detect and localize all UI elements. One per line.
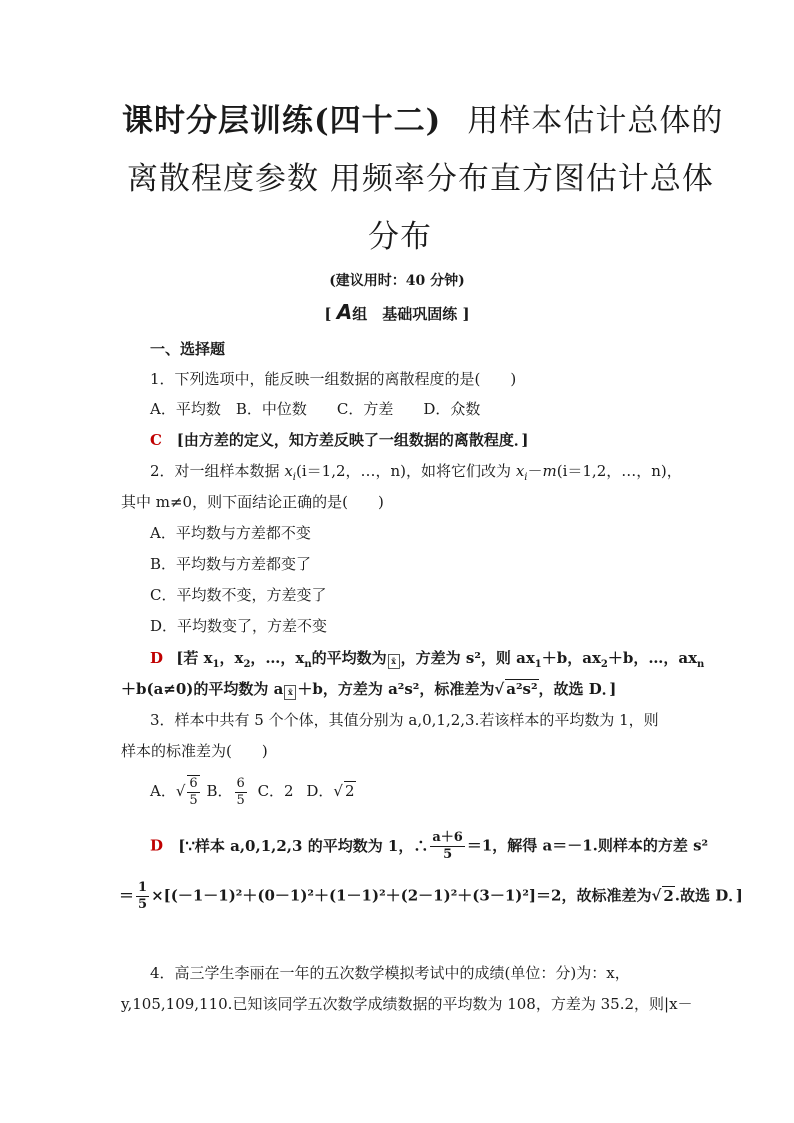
title-prefix: 课时分层训练(四十二) xyxy=(122,103,442,139)
q3-ans1-a: [∵样本 a,0,1,2,3 的平均数为 1，∴ xyxy=(178,836,429,855)
q3-answer-line1 xyxy=(150,830,708,863)
q2-ans2-a: ＋b(a≠0)的平均数为 a xyxy=(121,680,284,698)
q2-answer-line1: D [若 $x_1$，$x_2$，…，$x_n$的平均数为 x̄ ，方差为 s²，则 $ax_1+b$，$ax_2+b$，…，$ax_n$ xyxy=(150,649,705,670)
q2-stem-part-a: 2．对一组样本数据 xyxy=(150,462,280,480)
q3-ans2-fraction xyxy=(136,880,149,913)
group-bracket-open: [ xyxy=(324,305,332,323)
q3-ans2-den: 5 xyxy=(138,897,148,912)
q2-ans1-b: 的平均数为 xyxy=(311,649,387,667)
group-bracket-close: ] xyxy=(462,305,470,323)
suggested-time: (建议用时：40 分钟) xyxy=(329,273,465,289)
q2-stem-part-c: (i＝1,2，…，n)， xyxy=(556,462,682,480)
group-header xyxy=(0,300,794,324)
q3-ans2-sqrt: 2 xyxy=(663,886,674,905)
q3-stem-line2: 样本的标准差为( ) xyxy=(121,742,268,760)
q3-option-b-den: 5 xyxy=(236,792,245,808)
q2-ans1-e: ＋b，…，ax xyxy=(607,649,698,667)
q2-ans2-c: ，故选 D．] xyxy=(538,680,617,698)
q2-answer-letter: D xyxy=(150,649,164,667)
q2-option-b: B．平均数与方差都变了 xyxy=(150,555,312,573)
q3-option-b-fraction xyxy=(235,776,247,809)
q3-ans1-num: a＋6 xyxy=(432,830,463,845)
q3-stem-line1: 3．样本中共有 5 个个体，其值分别为 a,0,1,2,3.若该样本的平均数为 1，则 xyxy=(150,711,659,729)
q3-ans2-c: .故选 D．] xyxy=(674,886,743,905)
q3-ans2-a: ＝ xyxy=(119,886,135,905)
section-heading: 一、选择题 xyxy=(150,340,226,358)
q3-options: A．√ $\frac{6}{5}$ B． $\frac{6}{5}$ C．2 D．√ 2 xyxy=(150,775,355,808)
q3-ans2-num: 1 xyxy=(138,880,148,895)
q4-stem-line2: y,105,109,110.已知该同学五次数学成绩数据的平均数为 108，方差为 35.2，则|x－ xyxy=(121,995,693,1013)
q1-answer xyxy=(150,429,528,450)
mean-x-icon: x̄ xyxy=(388,654,400,669)
title-rest: 用样本估计总体的 xyxy=(467,103,724,139)
q3-answer-letter: D xyxy=(150,836,164,855)
q2-ans1-c: ，方差为 s²，则 ax xyxy=(400,649,535,667)
q4-stem-line1: 4．高三学生李丽在一年的五次数学模拟考试中的成绩(单位：分)为：x， xyxy=(150,964,630,982)
q1-options: A．平均数 B．中位数 C．方差 D．众数 xyxy=(150,400,481,418)
q3-ans2-b: ×[(－1－1)²＋(0－1)²＋(1－1)²＋(2－1)²＋(3－1)²]＝2，故标准差为 xyxy=(151,886,652,905)
group-letter: A xyxy=(336,300,353,324)
q2-ans1-a: [若 x xyxy=(176,649,213,667)
q2-ans2-sqrt: a²s² xyxy=(506,680,538,698)
q3-option-d-sqrt: 2 xyxy=(344,782,355,800)
q2-stem-line2: 其中 m≠0，则下面结论正确的是( ) xyxy=(121,493,384,511)
group-text: 组 基础巩固练 xyxy=(352,305,458,323)
q2-option-a: A．平均数与方差都不变 xyxy=(150,524,311,542)
q2-stem-line1: 2．对一组样本数据 $x_i(i=1,2$，…，n)，如将它们改为 $x_i-m(i=1,2$，…，n)， xyxy=(150,462,682,483)
q3-option-b-num: 6 xyxy=(236,775,245,791)
q3-answer-line2: ＝ $\frac{1}{5}$ ×[(－1－1)²＋(0－1)²＋(1－1)²＋(2－1)²＋(3－1)²]＝2，故标准差为√ 2.故选 D．] xyxy=(119,880,743,912)
q3-option-c: C．2 xyxy=(257,782,294,800)
page-title-line2: 离散程度参数 用频率分布直方图估计总体 xyxy=(127,161,714,197)
q3-ans1-b: ＝1，解得 a＝－1.则样本的方差 s² xyxy=(466,836,709,855)
q1-answer-letter: C xyxy=(150,431,162,449)
q3-option-a-label: A． xyxy=(150,782,176,800)
q3-option-a-num: 6 xyxy=(189,776,198,791)
mean-x-icon-2: x̄ xyxy=(284,685,296,700)
page-title-line3: 分布 xyxy=(368,219,432,255)
q2-answer-line2: ＋b(a≠0)的平均数为 a x̄ ＋b，方差为 a²s²，标准差为√ a²s²，故选 D．] xyxy=(121,680,617,698)
q3-option-a-den: 5 xyxy=(189,793,198,808)
q3-option-b-label: B． xyxy=(206,782,233,800)
q2-ans1-d: ＋b，ax xyxy=(541,649,601,667)
q2-option-c: C．平均数不变，方差变了 xyxy=(150,586,327,604)
q3-option-a-fraction xyxy=(187,775,199,809)
q2-stem-part-b: (i＝1,2，…，n)，如将它们改为 xyxy=(296,462,512,480)
q3-option-d-label: D． xyxy=(306,782,334,800)
q3-ans1-fraction xyxy=(430,830,464,863)
q1-stem: 1．下列选项中，能反映一组数据的离散程度的是( ) xyxy=(150,370,517,388)
q2-ans2-b: ＋b，方差为 a²s²，标准差为 xyxy=(297,680,495,698)
page-title-line1 xyxy=(122,95,723,140)
q1-answer-text: [由方差的定义，知方差反映了一组数据的离散程度．] xyxy=(176,431,529,449)
q3-ans1-den: 5 xyxy=(443,847,453,862)
q2-option-d: D．平均数变了，方差不变 xyxy=(150,617,328,635)
